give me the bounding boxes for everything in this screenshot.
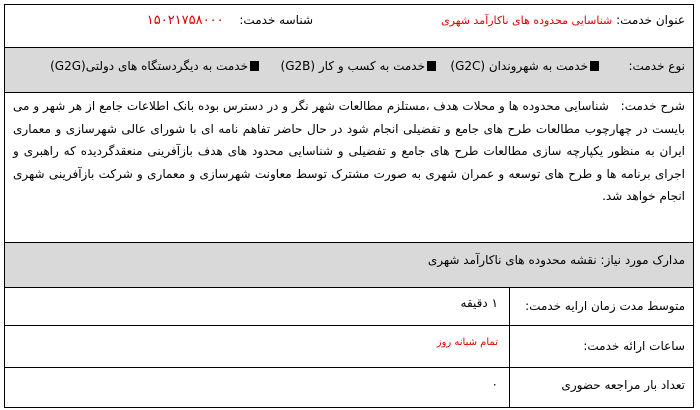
documents (428, 253, 685, 267)
service-type-row (5, 48, 693, 93)
header-row (5, 5, 693, 48)
visits-label: تعداد بار مراجعه حضوری (561, 378, 685, 392)
service-title-value: شناسایی محدوده های ناکارآمد شهری (441, 14, 613, 27)
detail-row-duration (5, 288, 693, 326)
service-type-option-g2c (450, 59, 601, 73)
documents-label: مدارک مورد نیاز: (600, 253, 685, 267)
service-type-option-g2b (281, 59, 438, 73)
detail-column-divider (509, 288, 510, 407)
g2c-label: خدمت به شهروندان (G2C) (450, 59, 588, 73)
description-text: شناسایی محدوده ها و محلات هدف ،مستلزم مطالعات شهر نگر و در دسترس بوده بانک اطلاعات جامع از هر شهر و می بایست در چهارچوب مطالعات طرح های جامع و تفضیلی انجام شود در حال حاضر تفاهم نامه ای با شورای عالی شهرسازی و معماری ایران به منظور یکپارچه سازی مطالعات طرح های جامع و تفضیلی و شناسایی محدود های هدف بازآفرینی منعقدگردیده که راهبری و اجرای برنامه ها و طرح های توسعه و عمران شهری به صورت مشترک توسط معاونت شهرسازی و معماری و شرکت بازآفرینی شهری انجام خواهد شد. (13, 99, 685, 203)
detail-row-visits (5, 368, 693, 409)
service-title (441, 13, 685, 27)
service-card (4, 4, 694, 408)
service-type-label: نوع خدمت: (628, 59, 685, 73)
service-id-label: شناسه خدمت: (239, 13, 313, 27)
duration-value: ۱ دقیقه (460, 296, 498, 310)
service-id-value: ۱۵۰۲۱۷۵۸۰۰۰ (146, 13, 224, 28)
duration-label: متوسط مدت زمان ارایه خدمت: (525, 299, 685, 313)
visits-value: ۰ (491, 377, 498, 391)
detail-row-hours (5, 326, 693, 368)
documents-row (5, 243, 693, 288)
hours-value: تمام شبانه روز (436, 337, 498, 348)
checkbox-checked-icon (250, 61, 259, 71)
checkbox-checked-icon (427, 61, 436, 71)
service-title-label: عنوان خدمت: (616, 13, 685, 27)
service-id (147, 13, 313, 28)
service-description (5, 93, 693, 208)
description-label: شرح خدمت: (620, 99, 685, 113)
checkbox-checked-icon (590, 61, 599, 71)
description-row (5, 93, 693, 243)
g2g-label: خدمت به دیگردستگاه های دولتی(G2G) (50, 59, 248, 73)
service-type-option-g2g (50, 59, 261, 73)
hours-label: ساعات ارائه خدمت: (583, 339, 685, 353)
g2b-label: خدمت به کسب و کار (G2B) (280, 59, 425, 73)
documents-value: نقشه محدوده های ناکارآمد شهری (427, 253, 597, 267)
